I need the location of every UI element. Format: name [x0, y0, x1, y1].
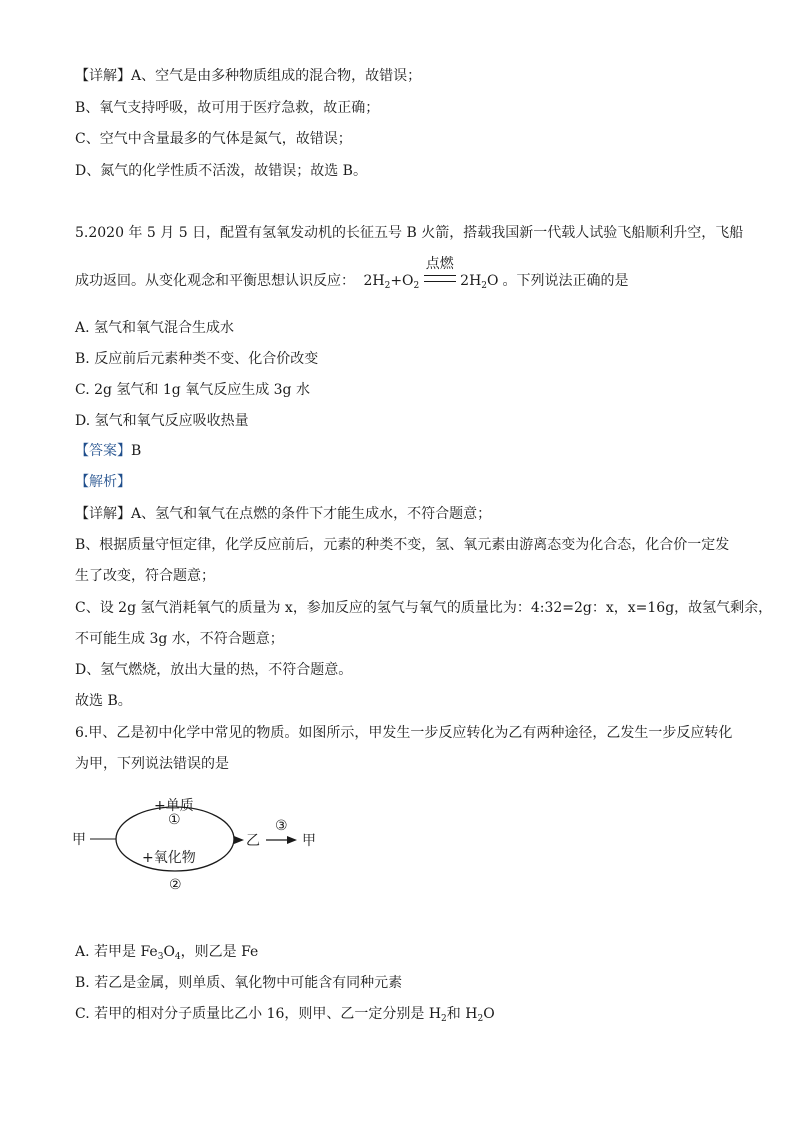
diagram-circle-3: ③	[275, 818, 288, 834]
q5-pre-text: 成功返回。从变化观念和平衡思想认识反应：	[75, 273, 355, 289]
question-6-line-2: 为甲，下列说法错误的是	[75, 756, 229, 772]
explanation-6: D、氢气燃烧，放出大量的热，不符合题意。	[75, 662, 353, 678]
diagram-bottom-label: +氧化物	[142, 850, 196, 866]
q6a-mid: O	[163, 944, 175, 960]
q6c-post: O	[483, 1006, 495, 1022]
detail-tag: 【详解】	[75, 68, 131, 84]
explanation-text: A、氢气和氧气在点燃的条件下才能生成水，不符合题意；	[131, 506, 492, 522]
q6c-pre: C. 若甲的相对分子质量比乙小 16，则甲、乙一定分别是 H	[75, 1006, 442, 1022]
eq-sign	[424, 256, 456, 291]
arrow-to-yi	[234, 836, 244, 844]
eq-condition: 点燃	[425, 256, 454, 272]
diagram-circle-2: ②	[169, 877, 182, 893]
analysis-tag: 【解析】	[75, 474, 131, 490]
q6c-sub: 2	[477, 1014, 484, 1024]
detail-text: A、空气是由多种物质组成的混合物，故错误；	[131, 68, 422, 84]
explanation-1	[75, 504, 491, 524]
answer-tag: 【答案】	[75, 443, 131, 459]
eq-o2: +O	[390, 273, 414, 289]
q6c-sub: 2	[441, 1014, 447, 1024]
diagram-jia: 甲	[72, 832, 86, 848]
line-detail-2: B、氧气支持呼吸，故可用于医疗急救，故正确；	[75, 100, 380, 116]
answer-line	[75, 441, 141, 461]
question-5-line-2	[75, 256, 629, 296]
chemical-equation	[363, 256, 499, 296]
eq-h2: 2H	[363, 273, 385, 289]
explanation-3: 生了改变，符合题意；	[75, 568, 215, 584]
arrow-head-to-jia	[287, 836, 297, 844]
q6-option-c	[75, 1004, 495, 1029]
diagram-top-label: +单质	[154, 798, 194, 814]
explanation-2: B、根据质量守恒定律，化学反应前后，元素的种类不变，氢、氧元素由游离态变为化合态，化合价一定发	[75, 537, 730, 553]
q6a-pre: A. 若甲是 Fe	[75, 944, 158, 960]
line-detail-1	[75, 66, 421, 86]
question-6-line-1: 6.甲、乙是初中化学中常见的物质。如图所示，甲发生一步反应转化为乙有两种途径，乙发生一步反应转化	[75, 725, 733, 741]
explanation-7: 故选 B。	[75, 693, 132, 709]
q5-post-text: 。下列说法正确的是	[502, 273, 629, 289]
answer-value: B	[131, 443, 142, 459]
q6-option-a	[75, 942, 258, 967]
q6a-sub: 4	[174, 952, 181, 962]
q5-option-c: C. 2g 氢气和 1g 氧气反应生成 3g 水	[75, 382, 310, 398]
eq-h2o: 2H	[460, 273, 482, 289]
q6a-post: ，则乙是 Fe	[180, 944, 259, 960]
diagram-jia-2: 甲	[302, 833, 316, 849]
question-5-line-1: 5.2020 年 5 月 5 日，配置有氢氧发动机的长征五号 B 火箭，搭载我国新一代载人试验飞船顺利升空，飞船	[75, 225, 744, 241]
explanation-4: C、设 2g 氢气消耗氧气的质量为 x，参加反应的氢气与氧气的质量比为：4:32=2g：x，x=16g，故氢气剩余，	[75, 600, 773, 616]
eq-bars	[424, 275, 456, 282]
analysis-line	[75, 472, 131, 492]
q5-option-a: A. 氢气和氧气混合生成水	[75, 320, 235, 336]
line-detail-4: D、氮气的化学性质不活泼，故错误；故选 B。	[75, 163, 367, 179]
q6c-mid: 和 H	[446, 1006, 478, 1022]
q6-option-b: B. 若乙是金属，则单质、氧化物中可能含有同种元素	[75, 975, 403, 991]
eq-sub: 2	[413, 281, 420, 291]
eq-sub: 2	[481, 281, 488, 291]
q5-option-b: B. 反应前后元素种类不变、化合价改变	[75, 351, 319, 367]
explanation-5: 不可能生成 3g 水，不符合题意；	[75, 631, 284, 647]
q6a-sub: 3	[157, 952, 164, 962]
conversion-diagram	[70, 798, 340, 902]
q5-option-d: D. 氢气和氧气反应吸收热量	[75, 413, 249, 429]
diagram-circle-1: ①	[168, 812, 181, 828]
eq-sub: 2	[384, 281, 391, 291]
eq-o: O	[487, 273, 499, 289]
diagram-yi: 乙	[246, 833, 260, 849]
detail-tag: 【详解】	[75, 506, 131, 522]
line-detail-3: C、空气中含量最多的气体是氮气，故错误；	[75, 131, 352, 147]
